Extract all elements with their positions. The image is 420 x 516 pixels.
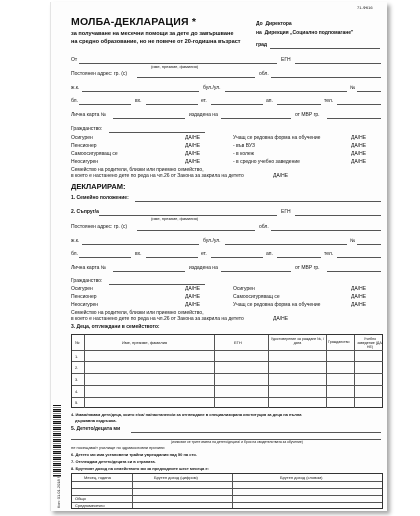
spouse-region-field[interactable] — [271, 230, 381, 231]
egn-label: ЕГН — [281, 57, 291, 63]
insured-yesno[interactable]: ДА/НЕ — [185, 135, 201, 141]
addressee-city-field[interactable] — [270, 48, 380, 49]
children-row-5[interactable]: 5. — [75, 400, 79, 405]
number-field[interactable] — [357, 91, 381, 92]
mvr-label: от МВР гр. — [295, 112, 320, 118]
street-label: бул./ул. — [203, 85, 221, 91]
university-yesno[interactable]: ДА/НЕ — [351, 143, 367, 149]
item-5-hint: (изписват се трите имена на детето/децата/ и броя на свидетелствата за обучение) — [171, 440, 303, 444]
spouse-pensioner-yesno[interactable]: ДА/НЕ — [185, 294, 201, 300]
spouse-insured-yesno[interactable]: ДА/НЕ — [185, 286, 201, 292]
uninsured-label: Неосигурен — [71, 159, 99, 165]
form-sheet — [50, 2, 387, 511]
form-subtitle-line-2: на средно образование, но не повече от 20-годишна възраст — [71, 39, 241, 45]
spouse-street-field[interactable] — [225, 244, 347, 245]
form-code: 71-ФК16 — [357, 5, 373, 10]
spouse-foster-yesno[interactable]: ДА/НЕ — [273, 316, 289, 322]
children-row-2[interactable]: 2. — [75, 365, 79, 370]
spouse-pensioner-label: Пенсионер — [71, 294, 97, 300]
floor-label: ет. — [201, 98, 207, 104]
spouse-entrance-label: вх. — [135, 251, 142, 257]
block-label: бл. — [71, 98, 78, 104]
phone-field[interactable] — [337, 104, 381, 105]
children-row-3[interactable]: 3. — [75, 377, 79, 382]
issued-field[interactable] — [221, 118, 291, 119]
children-label: 3. Деца, отглеждани в семейството: — [71, 324, 160, 330]
apt-field[interactable] — [277, 104, 321, 105]
income-col-words: Брутен доход (словом) — [280, 475, 323, 480]
income-average-label: Средномесечно — [75, 503, 105, 508]
income-col-month: Месец, година — [84, 475, 111, 480]
addressee-directorate: на Дирекция „Социално подпомагане" — [256, 30, 354, 36]
idcard-field[interactable] — [113, 118, 185, 119]
spouse-address-label: Постоянен адрес: гр. (с) — [71, 224, 128, 230]
spouse-number-field[interactable] — [357, 244, 381, 245]
spouse-mvr-field[interactable] — [327, 271, 381, 272]
income-col-digits: Брутен доход (цифром) — [154, 475, 198, 480]
spouse-name-hint: (име, презиме, фамилия) — [151, 216, 199, 221]
address-label: Постоянен адрес: гр. (с) — [71, 71, 128, 77]
item-8-label: 8. Брутният доход на семейството ми за предходните шест месеца е: — [71, 466, 209, 471]
spouse-mvr-label: от МВР гр. — [295, 265, 320, 271]
spouse-region-label: обл. — [259, 224, 269, 230]
children-col-egn: ЕГН — [234, 340, 242, 345]
spouse-apt-label: ап. — [266, 251, 273, 257]
addressee-city-label: град — [256, 42, 268, 48]
spouse-citizenship-field[interactable] — [109, 284, 205, 285]
form-title: МОЛБА-ДЕКЛАРАЦИЯ * — [71, 16, 197, 28]
spouse-zk-label: ж.к. — [71, 238, 80, 244]
phone-label: тел. — [324, 98, 334, 104]
foster-family-line-2: в което е настанено дете по реда на чл.26 от Закона за закрила на детето — [71, 173, 244, 179]
college-yesno[interactable]: ДА/НЕ — [351, 151, 367, 157]
spouse-zk-field[interactable] — [82, 244, 199, 245]
applicant-name-hint: (име, презиме, фамилия) — [151, 64, 199, 69]
spouse-phone-label: тел. — [324, 251, 334, 257]
student-school-label: - в средно учебно заведение — [233, 159, 300, 165]
pensioner-label: Пенсионер — [71, 143, 97, 149]
zk-label: ж.к. — [71, 85, 80, 91]
children-table — [71, 334, 383, 408]
spouse-floor-field[interactable] — [211, 257, 263, 258]
children-col-citizenship: Гражданство — [328, 340, 350, 344]
item-6-label: 6. Детето ми има установени трайни увреждания над 50 на сто. — [71, 452, 197, 457]
entrance-field[interactable] — [146, 104, 198, 105]
marital-status-field[interactable] — [135, 201, 381, 202]
idcard-label: Лична карта № — [71, 112, 107, 118]
spouse-apt-field[interactable] — [277, 257, 321, 258]
item-7-label: 7. Отглеждам детето/децата си в страната. — [71, 459, 156, 464]
children-col-birth-cert: Удостоверение за раждане №, / дата — [270, 337, 325, 346]
barcode — [53, 405, 61, 477]
spouse-floor-label: ет. — [201, 251, 207, 257]
form-subtitle-line-1: за получаване на месечни помощи за дете до завършване — [71, 31, 234, 37]
item-4-line-2: държавна издръжка. — [75, 418, 117, 423]
block-field[interactable] — [79, 104, 131, 105]
item-5-field[interactable] — [131, 432, 381, 433]
student-university-label: - във ВУЗ — [233, 143, 255, 149]
income-total-label: Общо — [75, 496, 86, 501]
spouse-citizenship-label: Гражданство: — [71, 278, 103, 284]
children-row-4[interactable]: 4. — [75, 389, 79, 394]
foster-family-yesno[interactable]: ДА/НЕ — [273, 173, 289, 179]
children-col-name: Име, презиме, фамилия — [122, 340, 168, 345]
spouse-number-label: № — [350, 238, 356, 244]
income-table — [71, 473, 383, 509]
number-label: № — [350, 85, 356, 91]
issued-label: издадена на — [189, 112, 218, 118]
spouse-street-label: бул./ул. — [203, 238, 221, 244]
mvr-field[interactable] — [327, 118, 381, 119]
spouse-student-yesno[interactable]: ДА/НЕ — [351, 302, 367, 308]
student-yesno[interactable]: ДА/НЕ — [351, 135, 367, 141]
spouse-foster-line-2: в което е настанено дете по реда на чл.26 от Закона за закрила на детето — [71, 316, 244, 322]
addressee-to: До Директора — [256, 21, 292, 27]
spouse-uninsured-label: Неосигурен — [71, 302, 99, 308]
street-field[interactable] — [225, 91, 347, 92]
apt-label: ап. — [266, 98, 273, 104]
item-4-line-1: 4. Имам/нямам дете/деца, които е/са/ на/настанено/и за отглеждане в специализирана институция за деца на пълна — [71, 412, 302, 417]
spouse-idcard-field[interactable] — [113, 271, 185, 272]
student-label: Учащ се редовна форма на обучение — [233, 135, 321, 141]
spouse-block-field[interactable] — [79, 257, 131, 258]
spouse-address-field[interactable] — [137, 230, 255, 231]
student-college-label: - в колеж — [233, 151, 255, 157]
spouse-insured-2-label: Осигурен — [233, 286, 255, 292]
spouse-student-label: Учащ се редовна форма на обучение — [233, 302, 321, 308]
item-5-line-2: не посещава/т училище по здравословни причини — [71, 445, 165, 450]
children-row-1[interactable]: 1. — [75, 354, 79, 359]
citizenship-field[interactable] — [109, 132, 205, 133]
spouse-foster-line-1: Семейство на родители, близки или приемно семейство, — [71, 310, 204, 316]
children-col-school: Учебно заведение (ДА/НЕ) — [357, 337, 383, 350]
spouse-self-insured-yesno[interactable]: ДА/НЕ — [351, 294, 367, 300]
spouse-phone-field[interactable] — [337, 257, 381, 258]
marital-status-label: 1. Семейно положение: — [71, 195, 129, 201]
uninsured-yesno[interactable]: ДА/НЕ — [185, 159, 201, 165]
region-field[interactable] — [271, 77, 381, 78]
spouse-block-label: бл. — [71, 251, 78, 257]
self-insured-label: Самоосигуряващ се — [71, 151, 118, 157]
children-col-no: № — [75, 340, 80, 345]
spouse-issued-field[interactable] — [221, 271, 291, 272]
spouse-label: 2. Съпруг/а — [71, 209, 99, 215]
spouse-egn-field[interactable] — [295, 215, 381, 216]
address-city-field[interactable] — [137, 77, 255, 78]
entrance-label: вх. — [135, 98, 142, 104]
declare-heading: ДЕКЛАРИРАМ: — [71, 182, 126, 191]
zk-field[interactable] — [82, 91, 199, 92]
spouse-idcard-label: Лична карта № — [71, 265, 107, 271]
spouse-entrance-field[interactable] — [146, 257, 198, 258]
region-label: обл. — [259, 71, 269, 77]
spouse-self-insured-label: Самоосигуряващ се — [233, 294, 280, 300]
spouse-egn-label: ЕГН — [281, 209, 291, 215]
pensioner-yesno[interactable]: ДА/НЕ — [185, 143, 201, 149]
floor-field[interactable] — [211, 104, 263, 105]
from-label: От — [71, 57, 78, 63]
spouse-uninsured-yesno[interactable]: ДА/НЕ — [185, 302, 201, 308]
insured-label: Осигурен — [71, 135, 93, 141]
citizenship-label: Гражданство: — [71, 126, 103, 132]
self-insured-yesno[interactable]: ДА/НЕ — [185, 151, 201, 157]
spouse-issued-label: издадена на — [189, 265, 218, 271]
foster-family-line-1: Семейство на родители, близки или приемно семейство, — [71, 167, 204, 173]
item-5-label: 5. Детето/децата ми — [71, 426, 121, 432]
spouse-insured-label: Осигурен — [71, 286, 93, 292]
spouse-insured-2-yesno[interactable]: ДА/НЕ — [351, 286, 367, 292]
egn-field[interactable] — [295, 63, 381, 64]
school-yesno[interactable]: ДА/НЕ — [351, 159, 367, 165]
